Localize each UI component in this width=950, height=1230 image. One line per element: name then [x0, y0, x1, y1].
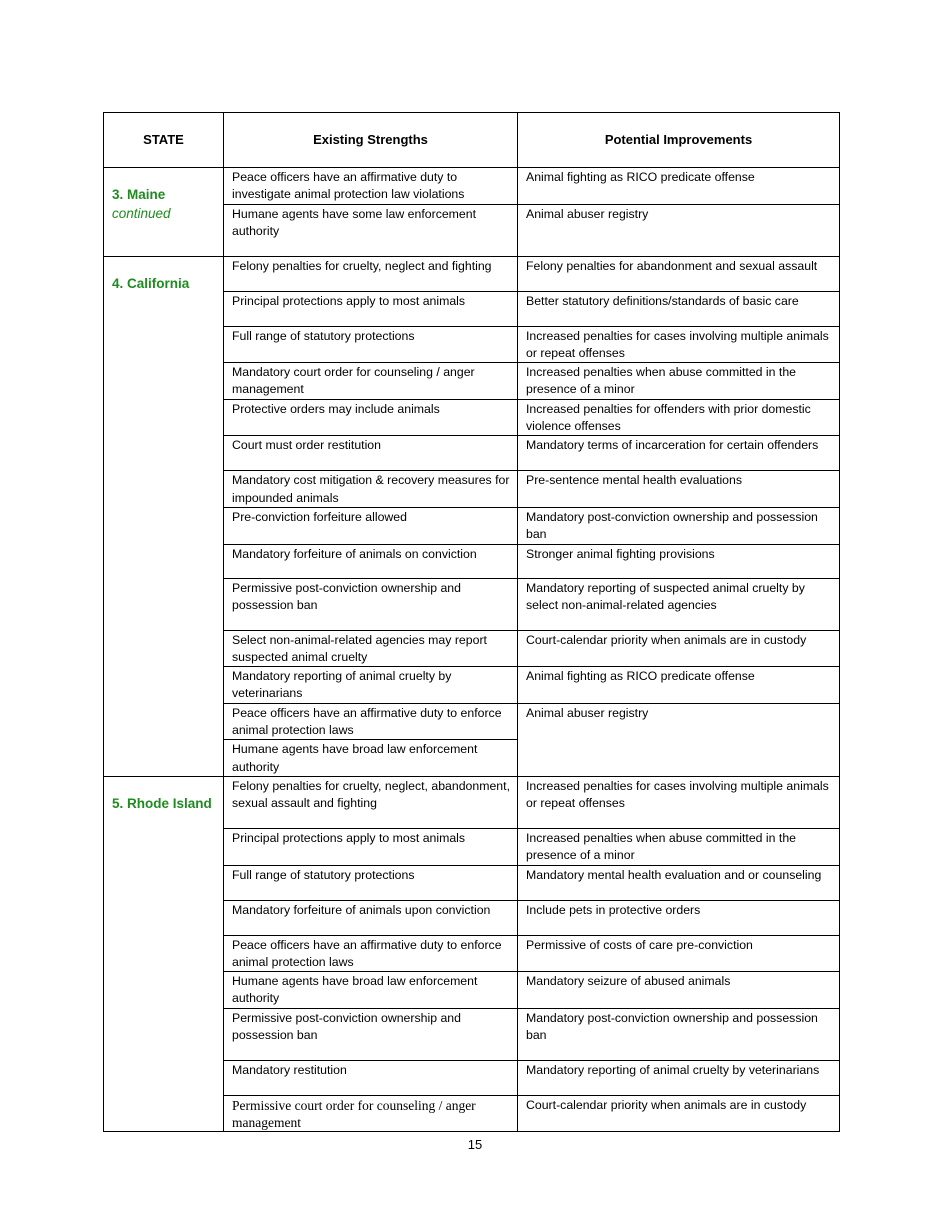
- state-note: continued: [112, 206, 171, 221]
- state-name: 4. California: [112, 275, 190, 291]
- improvement-cell: Animal fighting as RICO predicate offense: [518, 667, 840, 704]
- improvement-cell: Better statutory definitions/standards of basic care: [518, 291, 840, 326]
- improvement-cell: Felony penalties for abandonment and sexual assault: [518, 256, 840, 291]
- header-row: [104, 113, 840, 168]
- state-cell: [104, 168, 224, 257]
- improvement-cell: Pre-sentence mental health evaluations: [518, 471, 840, 508]
- table-row: [104, 776, 840, 828]
- page-number: 15: [467, 1137, 483, 1152]
- improvement-cell: Increased penalties when abuse committed in the presence of a minor: [518, 828, 840, 865]
- state-name: 5. Rhode Island: [112, 795, 212, 811]
- improvement-cell: Animal abuser registry: [518, 204, 840, 256]
- strength-cell: Felony penalties for cruelty, neglect and fighting: [224, 256, 518, 291]
- improvement-cell: Animal abuser registry: [518, 703, 840, 776]
- strength-cell: Peace officers have an affirmative duty to enforce animal protection laws: [224, 935, 518, 972]
- strength-cell: Felony penalties for cruelty, neglect, abandonment, sexual assault and fighting: [224, 776, 518, 828]
- strength-cell: Humane agents have broad law enforcement authority: [224, 972, 518, 1009]
- strength-cell: Full range of statutory protections: [224, 865, 518, 900]
- improvement-cell: Mandatory seizure of abused animals: [518, 972, 840, 1009]
- improvement-cell: Mandatory post-conviction ownership and possession ban: [518, 507, 840, 544]
- strength-cell: Protective orders may include animals: [224, 399, 518, 436]
- improvement-cell: Mandatory terms of incarceration for certain offenders: [518, 436, 840, 471]
- improvement-cell: Increased penalties for offenders with prior domestic violence offenses: [518, 399, 840, 436]
- improvement-cell: Court-calendar priority when animals are in custody: [518, 630, 840, 667]
- improvement-cell: Include pets in protective orders: [518, 900, 840, 935]
- improvement-cell: Increased penalties for cases involving multiple animals or repeat offenses: [518, 776, 840, 828]
- strength-cell: Permissive post-conviction ownership and possession ban: [224, 578, 518, 630]
- table-row: [104, 168, 840, 205]
- improvement-cell: Mandatory reporting of animal cruelty by veterinarians: [518, 1060, 840, 1095]
- header-improvements: Potential Improvements: [518, 113, 840, 168]
- strength-cell: Humane agents have some law enforcement authority: [224, 204, 518, 256]
- strength-cell: Principal protections apply to most animals: [224, 291, 518, 326]
- strength-cell: Select non-animal-related agencies may report suspected animal cruelty: [224, 630, 518, 667]
- strength-cell: Permissive court order for counseling / anger management: [224, 1095, 518, 1131]
- improvement-cell: Permissive of costs of care pre-conviction: [518, 935, 840, 972]
- improvement-cell: Animal fighting as RICO predicate offense: [518, 168, 840, 205]
- state-name: 3. Maine: [112, 187, 166, 202]
- strength-cell: Mandatory court order for counseling / anger management: [224, 363, 518, 400]
- header-strengths: Existing Strengths: [224, 113, 518, 168]
- strength-cell: Permissive post-conviction ownership and possession ban: [224, 1008, 518, 1060]
- strength-cell: Mandatory cost mitigation & recovery measures for impounded animals: [224, 471, 518, 508]
- improvement-cell: Increased penalties when abuse committed in the presence of a minor: [518, 363, 840, 400]
- improvement-cell: Mandatory post-conviction ownership and possession ban: [518, 1008, 840, 1060]
- table-row: [104, 256, 840, 291]
- state-comparison-table: [103, 112, 840, 1132]
- strength-cell: Humane agents have broad law enforcement authority: [224, 740, 518, 777]
- improvement-cell: Mandatory mental health evaluation and or counseling: [518, 865, 840, 900]
- strength-cell: Principal protections apply to most animals: [224, 828, 518, 865]
- header-state: STATE: [104, 113, 224, 168]
- strength-cell: Pre-conviction forfeiture allowed: [224, 507, 518, 544]
- strength-cell: Mandatory reporting of animal cruelty by veterinarians: [224, 667, 518, 704]
- strength-cell: Full range of statutory protections: [224, 326, 518, 363]
- strength-cell: Peace officers have an affirmative duty to enforce animal protection laws: [224, 703, 518, 740]
- improvement-cell: Court-calendar priority when animals are in custody: [518, 1095, 840, 1131]
- state-cell: [104, 256, 224, 776]
- strength-cell: Peace officers have an affirmative duty to investigate animal protection law violations: [224, 168, 518, 205]
- strength-cell: Mandatory forfeiture of animals upon conviction: [224, 900, 518, 935]
- improvement-cell: Stronger animal fighting provisions: [518, 544, 840, 578]
- improvement-cell: Increased penalties for cases involving multiple animals or repeat offenses: [518, 326, 840, 363]
- state-cell: [104, 776, 224, 1131]
- strength-cell: Mandatory forfeiture of animals on conviction: [224, 544, 518, 578]
- strength-cell: Mandatory restitution: [224, 1060, 518, 1095]
- strength-cell: Court must order restitution: [224, 436, 518, 471]
- improvement-cell: Mandatory reporting of suspected animal cruelty by select non-animal-related agencies: [518, 578, 840, 630]
